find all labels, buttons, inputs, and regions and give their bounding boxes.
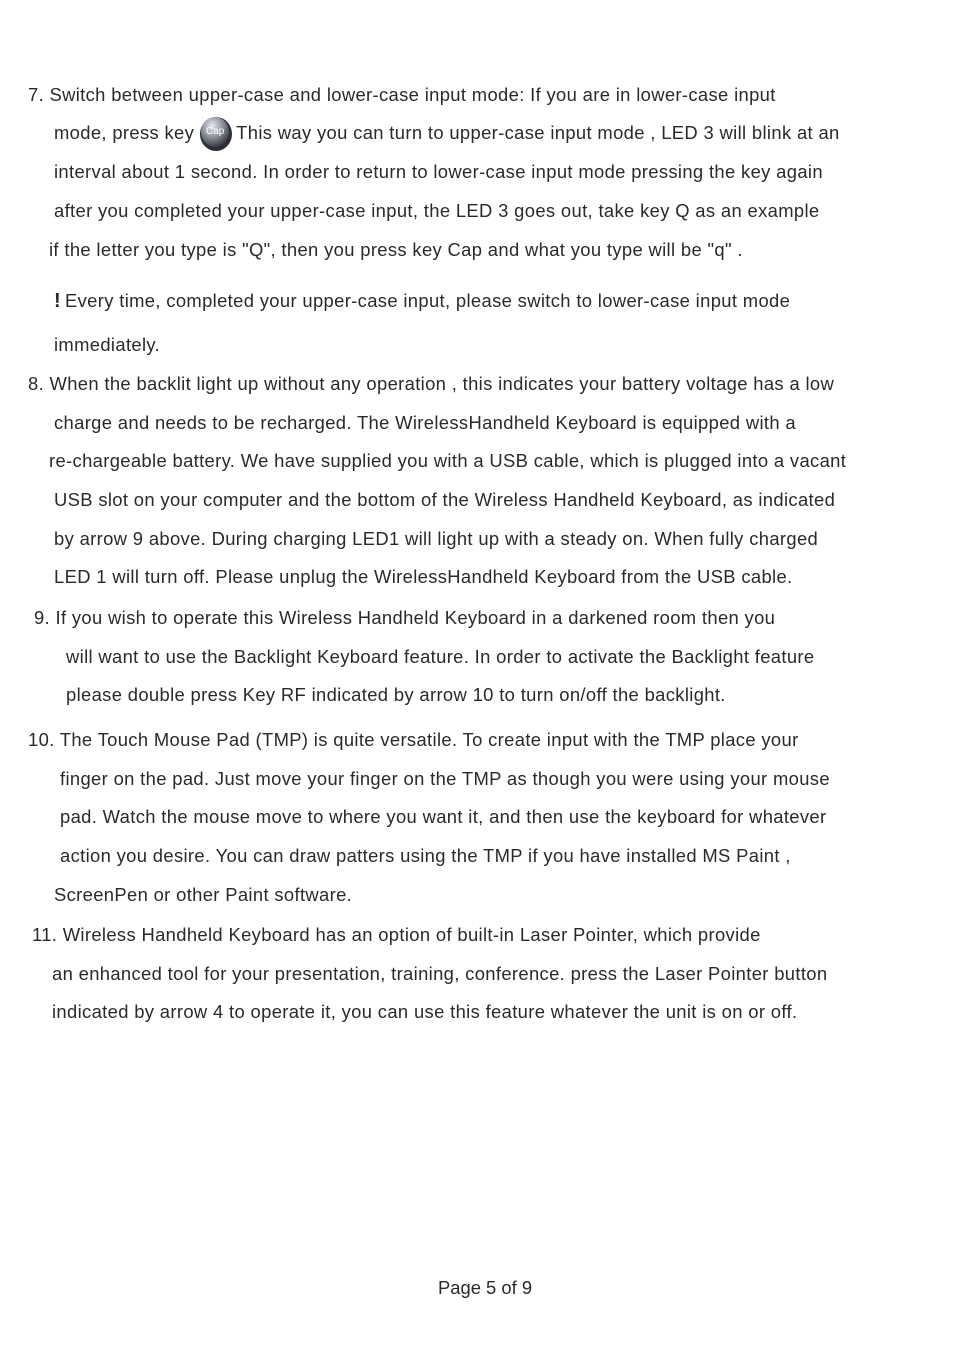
- caution-note-text: immediately.: [54, 334, 161, 355]
- item-8-line-4: USB slot on your computer and the bottom of the Wireless Handheld Keyboard, as indicated: [54, 489, 836, 510]
- item-11-line-3: indicated by arrow 4 to operate it, you can use this feature whatever the unit is on or off.: [52, 1001, 798, 1022]
- caution-mark: !: [54, 290, 62, 312]
- item-8-line-1: 8. When the backlit light up without any operation , this indicates your battery voltage has a low: [28, 373, 835, 394]
- item-10-line-4: action you desire. You can draw patters using the TMP if you have installed MS Paint ,: [60, 845, 791, 866]
- cap-key-icon: [198, 113, 234, 153]
- item-11-line-2: an enhanced tool for your presentation, training, conference. press the Laser Pointer button: [52, 963, 828, 984]
- item-10-line-5: ScreenPen or other Paint software.: [54, 884, 353, 905]
- item-8-line-3: re-chargeable battery. We have supplied you with a USB cable, which is plugged into a vacant: [49, 450, 847, 471]
- caution-note-text: Every time, completed your upper-case input, please switch to lower-case input mode: [65, 290, 791, 311]
- page-number: Page 5 of 9: [438, 1277, 533, 1298]
- item-10-line-3: pad. Watch the mouse move to where you want it, and then use the keyboard for whatever: [60, 806, 827, 827]
- item-9-line-1: 9. If you wish to operate this Wireless Handheld Keyboard in a darkened room then you: [34, 607, 776, 628]
- item-10-line-2: finger on the pad. Just move your finger on the TMP as though you were using your mouse: [60, 768, 830, 789]
- item-7-line-3: interval about 1 second. In order to return to lower-case input mode pressing the key again: [54, 161, 823, 182]
- item-7-line-1: 7. Switch between upper-case and lower-case input mode: If you are in lower-case input: [28, 84, 776, 105]
- item-8-line-6: LED 1 will turn off. Please unplug the WirelessHandheld Keyboard from the USB cable.: [54, 566, 793, 587]
- cap-key-label: Cap: [205, 126, 225, 138]
- item-7-line-4: after you completed your upper-case input, the LED 3 goes out, take key Q as an example: [54, 200, 820, 221]
- item-7-line-5: if the letter you type is "Q", then you press key Cap and what you type will be "q" .: [49, 239, 743, 260]
- caution-note-line-1: [54, 289, 790, 313]
- item-10-line-1: 10. The Touch Mouse Pad (TMP) is quite versatile. To create input with the TMP place your: [28, 729, 799, 750]
- item-7-line-2: [54, 121, 840, 145]
- line-text-after: This way you can turn to upper-case input mode , LED 3 will blink at an: [236, 122, 840, 143]
- item-8-line-5: by arrow 9 above. During charging LED1 will light up with a steady on. When fully charged: [54, 528, 819, 549]
- item-11-line-1: 11. Wireless Handheld Keyboard has an option of built-in Laser Pointer, which provide: [32, 924, 761, 945]
- item-9-line-2: will want to use the Backlight Keyboard feature. In order to activate the Backlight feature: [66, 646, 815, 667]
- caution-note-line-2: [54, 333, 160, 357]
- item-9-line-3: please double press Key RF indicated by arrow 10 to turn on/off the backlight.: [66, 684, 726, 705]
- item-8-line-2: charge and needs to be recharged. The WirelessHandheld Keyboard is equipped with a: [54, 412, 796, 433]
- line-text-before: mode, press key: [54, 122, 195, 143]
